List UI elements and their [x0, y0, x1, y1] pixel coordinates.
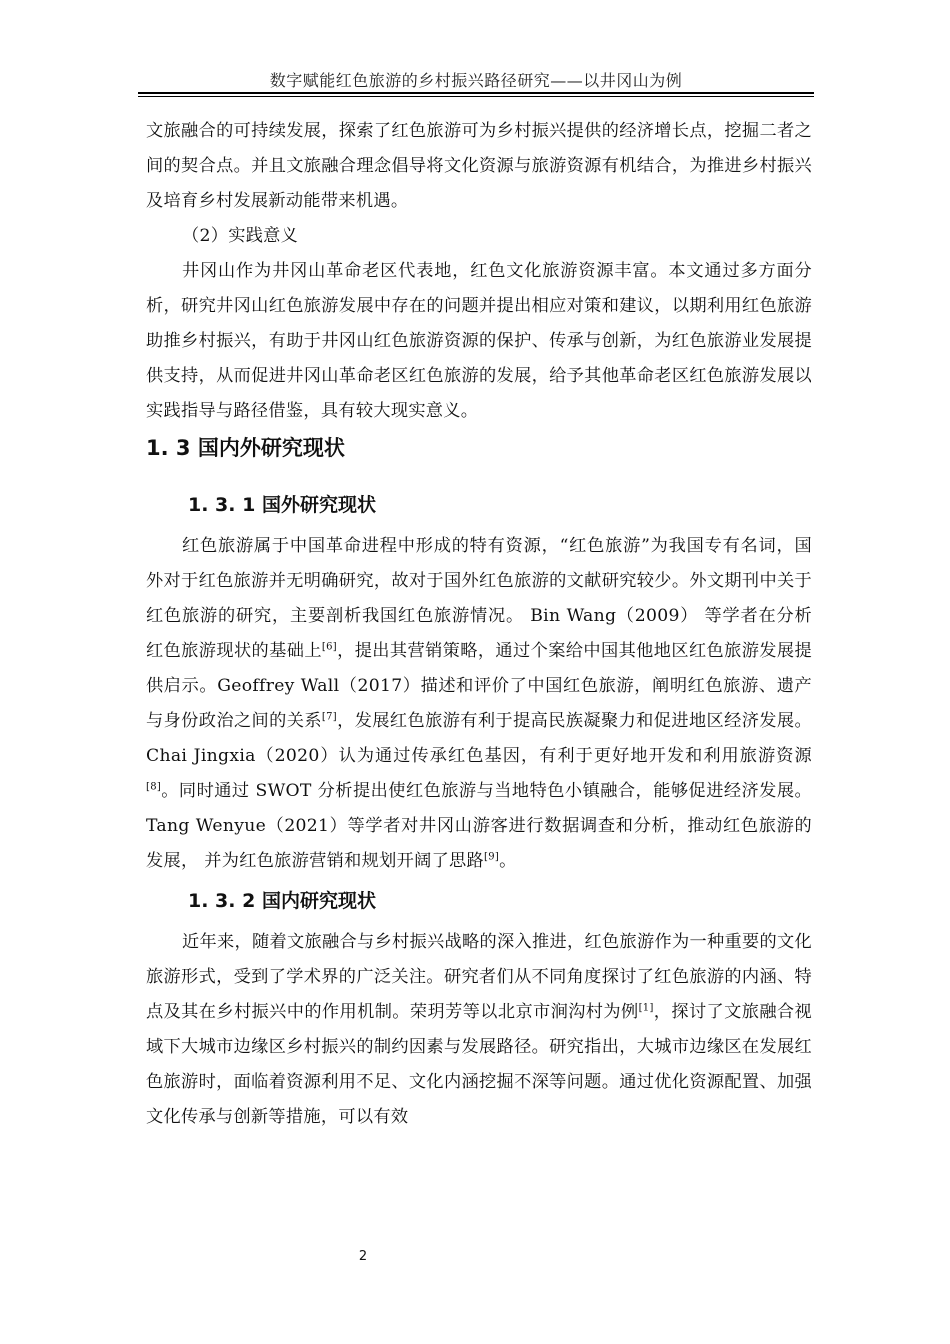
- running-header: 数字赋能红色旅游的乡村振兴路径研究——以井冈山为例: [269, 71, 683, 90]
- text-span: ，发展红色旅游有利于提高民族凝聚力和促进地区经济发展。Chai Jingxia（2020）认为通过传承红色基因，有利于更好地开发和利用旅游资源: [146, 711, 812, 766]
- citation-ref: [9]: [484, 851, 500, 863]
- page-number: 2: [358, 1249, 368, 1264]
- citation-ref: [7]: [321, 711, 337, 723]
- header-rule-thick: [138, 92, 814, 94]
- section-heading-1-3-1: 1. 3. 1 国外研究现状: [188, 494, 376, 516]
- paragraph-foreign-research: [146, 529, 812, 879]
- subsection-practical-significance: （2）实践意义: [182, 226, 299, 246]
- section-heading-1-3: 1. 3 国内外研究现状: [146, 436, 345, 460]
- page-body: [146, 114, 812, 1135]
- text-span: ，探讨了文旅融合视域下大城市边缘区乡村振兴的制约因素与发展路径。研究指出，大城市边缘区在发展红色旅游时，面临着资源利用不足、文化内涵挖掘不深等问题。通过优化资源配置、加强文化传承与创新等措施，可以有效: [146, 1002, 813, 1127]
- paragraph-continued: 文旅融合的可持续发展，探索了红色旅游可为乡村振兴提供的经济增长点，挖掘二者之间的契合点。并且文旅融合理念倡导将文化资源与旅游资源有机结合，为推进乡村振兴及培育乡村发展新动能带来机遇。: [146, 121, 812, 211]
- text-span: 红色旅游属于中国革命进程中形成的特有资源，“红色旅游”为我国专有名词，国外对于红色旅游并无明确研究，故对于国外红色旅游的文献研究较少。外文期刊中关于红色旅游的研究，主要剖析我国红色旅游情况。 Bin Wang（2009） 等学者在分析红色旅游现状的基础上: [146, 536, 812, 661]
- citation-ref: [1]: [638, 1002, 654, 1014]
- text-span: ，提出其营销策略，通过个案给中国其他地区红色旅游发展提供启示。Geoffrey Wall（2017）描述和评价了中国红色旅游，阐明红色旅游、遗产与身份政治之间的关系: [146, 641, 812, 731]
- header-rule-thin: [138, 96, 814, 97]
- paragraph-domestic-research: [146, 925, 812, 1135]
- paragraph-practical-significance: 井冈山作为井冈山革命老区代表地，红色文化旅游资源丰富。本文通过多方面分析，研究井冈山红色旅游发展中存在的问题并提出相应对策和建议，以期利用红色旅游助推乡村振兴，有助于井冈山红色旅游资源的保护、传承与创新，为红色旅游业发展提供支持，从而促进井冈山革命老区红色旅游的发展，给予其他革命老区红色旅游发展以实践指导与路径借鉴，具有较大现实意义。: [146, 261, 812, 421]
- text-span: 。同时通过 SWOT 分析提出使红色旅游与当地特色小镇融合，能够促进经济发展。Tang Wenyue（2021）等学者对井冈山游客进行数据调查和分析，推动红色旅游的发展， 并为红色旅游营销和规划开阔了思路: [146, 781, 812, 871]
- text-span: 。: [499, 851, 517, 871]
- citation-ref: [6]: [321, 641, 337, 653]
- citation-ref: [8]: [146, 781, 162, 793]
- section-heading-1-3-2: 1. 3. 2 国内研究现状: [188, 890, 376, 912]
- text-span: 近年来，随着文旅融合与乡村振兴战略的深入推进，红色旅游作为一种重要的文化旅游形式，受到了学术界的广泛关注。研究者们从不同角度探讨了红色旅游的内涵、特点及其在乡村振兴中的作用机制。荣玥芳等以北京市涧沟村为例: [146, 932, 812, 1022]
